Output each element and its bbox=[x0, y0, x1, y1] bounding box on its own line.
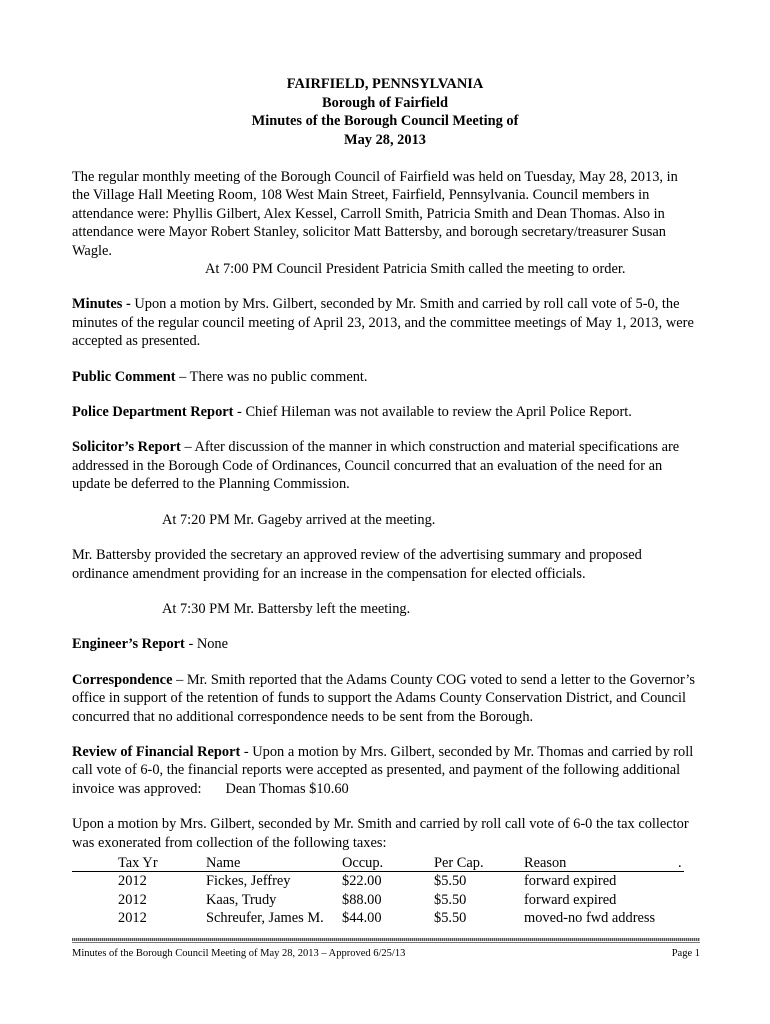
title-line-4: May 28, 2013 bbox=[344, 131, 426, 148]
cell-per-cap: $5.50 bbox=[434, 873, 467, 890]
financial-report-section bbox=[72, 743, 698, 798]
header-name: Name bbox=[206, 854, 241, 871]
departure-note: At 7:30 PM Mr. Battersby left the meeting. bbox=[162, 600, 411, 617]
public-comment-heading: Public Comment bbox=[72, 368, 176, 385]
page-footer bbox=[72, 948, 700, 959]
cell-name: Fickes, Jeffrey bbox=[206, 873, 291, 890]
document-page bbox=[72, 75, 698, 927]
engineer-report-section bbox=[72, 635, 698, 653]
cell-tax-yr: 2012 bbox=[118, 891, 147, 908]
cell-tax-yr: 2012 bbox=[118, 909, 147, 926]
header-occup: Occup. bbox=[342, 854, 384, 871]
invoice-entry: Dean Thomas $10.60 bbox=[225, 780, 349, 797]
footer-text: Minutes of the Borough Council Meeting of May 28, 2013 – Approved 6/25/13 bbox=[72, 948, 406, 959]
title-line-1: FAIRFIELD, PENNSYLVANIA bbox=[286, 76, 484, 92]
header-tax-yr: Tax Yr bbox=[118, 854, 158, 871]
public-comment-section bbox=[72, 368, 698, 386]
police-report-heading: Police Department Report bbox=[72, 404, 234, 421]
cell-per-cap: $5.50 bbox=[434, 891, 467, 908]
cell-per-cap: $5.50 bbox=[434, 909, 467, 926]
cell-occup: $22.00 bbox=[342, 873, 382, 890]
page-number: Page 1 bbox=[671, 948, 700, 959]
table-row bbox=[72, 891, 698, 909]
tax-exoneration-paragraph: Upon a motion by Mrs. Gilbert, seconded by Mr. Smith and carried by roll call vote of 6-0 the tax collector was exonerated from collection of the following taxes: bbox=[72, 816, 689, 851]
call-to-order: At 7:00 PM Council President Patricia Smith called the meeting to order. bbox=[205, 261, 626, 278]
cell-name: Schreufer, James M. bbox=[206, 909, 324, 926]
intro-paragraph: The regular monthly meeting of the Borough Council of Fairfield was held on Tuesday, May 28, 2013, in the Village Hall Meeting Room, 108 West Main Street, Fairfield, Pennsylvania. Council members in attendance were: Phyllis Gilbert, Alex Kessel, Carroll Smith, Patricia Smith and Dean Thomas. Also in attendance were Mayor Robert Stanley, solicitor Matt Battersby, and borough secretary/treasurer Susan Wagle. bbox=[72, 169, 678, 259]
cell-occup: $88.00 bbox=[342, 891, 382, 908]
table-row bbox=[72, 872, 698, 890]
correspondence-heading: Correspondence bbox=[72, 671, 173, 688]
header-trailing-mark: . bbox=[678, 854, 682, 871]
engineer-report-text: - None bbox=[184, 636, 229, 653]
solicitor-report-text: – After discussion of the manner in which construction and material specifications are addressed in the Borough Code of Ordinances, Council concurred that an evaluation of the need for an update be deferred to the Planning Commission. bbox=[72, 439, 680, 493]
cell-reason: forward expired bbox=[524, 891, 617, 908]
header-reason: Reason bbox=[524, 854, 567, 871]
cell-reason: forward expired bbox=[524, 873, 617, 890]
engineer-report-heading: Engineer’s Report bbox=[72, 636, 185, 653]
title-line-3: Minutes of the Borough Council Meeting of bbox=[251, 113, 519, 129]
cell-tax-yr: 2012 bbox=[118, 873, 147, 890]
table-row bbox=[72, 909, 698, 927]
document-title bbox=[72, 75, 698, 149]
cell-reason: moved-no fwd address bbox=[524, 909, 656, 926]
solicitor-report-heading: Solicitor’s Report bbox=[72, 439, 181, 456]
police-report-text: - Chief Hileman was not available to review the April Police Report. bbox=[233, 404, 632, 421]
public-comment-text: – There was no public comment. bbox=[175, 368, 368, 385]
header-per-cap: Per Cap. bbox=[434, 854, 484, 871]
financial-report-heading: Review of Financial Report bbox=[72, 743, 241, 760]
correspondence-text: – Mr. Smith reported that the Adams County COG voted to send a letter to the Governor’s office in support of the retention of funds to support the Adams County Conservation District, and Council concurred that no additional correspondence needs to be sent from the Borough. bbox=[72, 671, 695, 725]
battersby-paragraph: Mr. Battersby provided the secretary an approved review of the advertising summary and proposed ordinance amendment providing for an increase in the compensation for elected officials. bbox=[72, 547, 642, 582]
solicitor-report-section bbox=[72, 438, 698, 493]
cell-occup: $44.00 bbox=[342, 909, 382, 926]
title-line-2: Borough of Fairfield bbox=[321, 94, 449, 111]
correspondence-section bbox=[72, 671, 698, 726]
tax-table bbox=[72, 854, 698, 927]
financial-report-text: - Upon a motion by Mrs. Gilbert, seconded by Mr. Thomas and carried by roll call vote of 6-0, the financial reports were accepted as presented, and payment of the following additional invoice was approved: bbox=[72, 743, 694, 797]
arrival-note: At 7:20 PM Mr. Gageby arrived at the meeting. bbox=[162, 511, 436, 528]
footer-rule bbox=[72, 938, 700, 941]
footer-rule-thin bbox=[72, 942, 700, 943]
minutes-section bbox=[72, 295, 698, 350]
minutes-heading: Minutes - bbox=[72, 296, 131, 313]
police-report-section bbox=[72, 403, 698, 421]
minutes-text: Upon a motion by Mrs. Gilbert, seconded by Mr. Smith and carried by roll call vote of 5-0, the minutes of the regular council meeting of April 23, 2013, and the committee meetings of May 1, 2013, were accepted as presented. bbox=[72, 296, 694, 350]
tax-table-header bbox=[72, 854, 698, 872]
cell-name: Kaas, Trudy bbox=[206, 891, 277, 908]
